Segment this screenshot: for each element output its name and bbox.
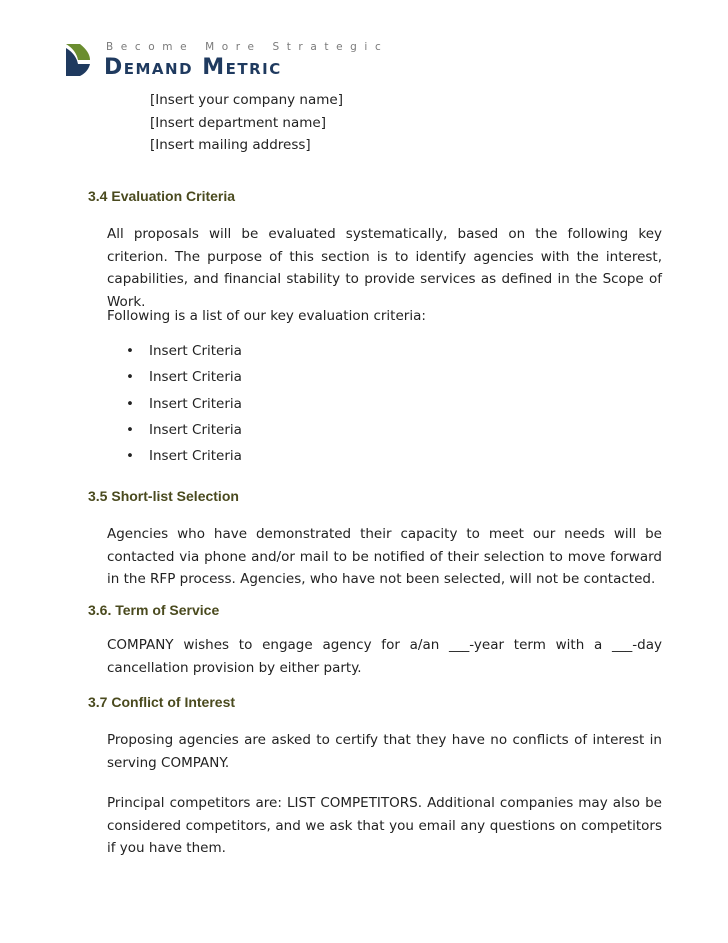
section-heading-evaluation: 3.4 Evaluation Criteria xyxy=(88,188,236,204)
bullet-icon: • xyxy=(126,369,134,386)
list-item xyxy=(126,420,242,446)
logo-mark-icon xyxy=(64,42,92,76)
term-paragraph: COMPANY wishes to engage agency for a/an ___-year term with a ___-day cancellation provision by either party. xyxy=(107,637,662,676)
criteria-text: Insert Criteria xyxy=(149,369,242,386)
list-item xyxy=(126,341,242,367)
list-item xyxy=(126,446,242,472)
bullet-icon: • xyxy=(126,343,134,359)
list-item xyxy=(126,367,242,393)
address-company: [Insert your company name] xyxy=(150,92,343,108)
conflict-paragraph: Proposing agencies are asked to certify that they have no conflicts of interest in serving COMPANY. xyxy=(107,732,662,771)
section-heading-term: 3.6. Term of Service xyxy=(88,602,220,618)
bullet-icon: • xyxy=(126,448,134,465)
bullet-icon: • xyxy=(126,395,134,412)
criteria-text: Insert Criteria xyxy=(149,343,242,359)
section-heading-conflict: 3.7 Conflict of Interest xyxy=(88,694,236,710)
logo-brand-name: Demand Metric xyxy=(104,55,282,80)
list-item xyxy=(126,394,242,420)
criteria-text: Insert Criteria xyxy=(149,395,242,412)
shortlist-paragraph: Agencies who have demonstrated their capacity to meet our needs will be contacted via phone and/or mail to be notified of their selection to move forward in the RFP process. Agencies, who have not been selected, will not be contacted. xyxy=(107,526,662,587)
criteria-text: Insert Criteria xyxy=(149,421,242,438)
demand-metric-logo xyxy=(64,40,389,80)
criteria-text: Insert Criteria xyxy=(149,448,242,465)
logo-tagline: Become More Strategic xyxy=(106,41,389,53)
address-mailing: [Insert mailing address] xyxy=(150,137,311,153)
bullet-icon: • xyxy=(126,421,134,438)
address-block xyxy=(150,89,343,157)
evaluation-paragraph: All proposals will be evaluated systematically, based on the following key criterion. The purpose of this section is to identify agencies with the interest, capabilities, and financial stability to provide services as defined in the Scope of Work. xyxy=(107,226,662,310)
address-department: [Insert department name] xyxy=(150,114,326,131)
criteria-list xyxy=(126,341,242,472)
section-heading-shortlist: 3.5 Short-list Selection xyxy=(88,488,239,504)
competitors-paragraph: Principal competitors are: LIST COMPETITORS. Additional companies may also be considered competitors, and we ask that you email any questions on competitors if you have them. xyxy=(107,795,662,856)
evaluation-list-intro: Following is a list of our key evaluation criteria: xyxy=(107,308,426,324)
